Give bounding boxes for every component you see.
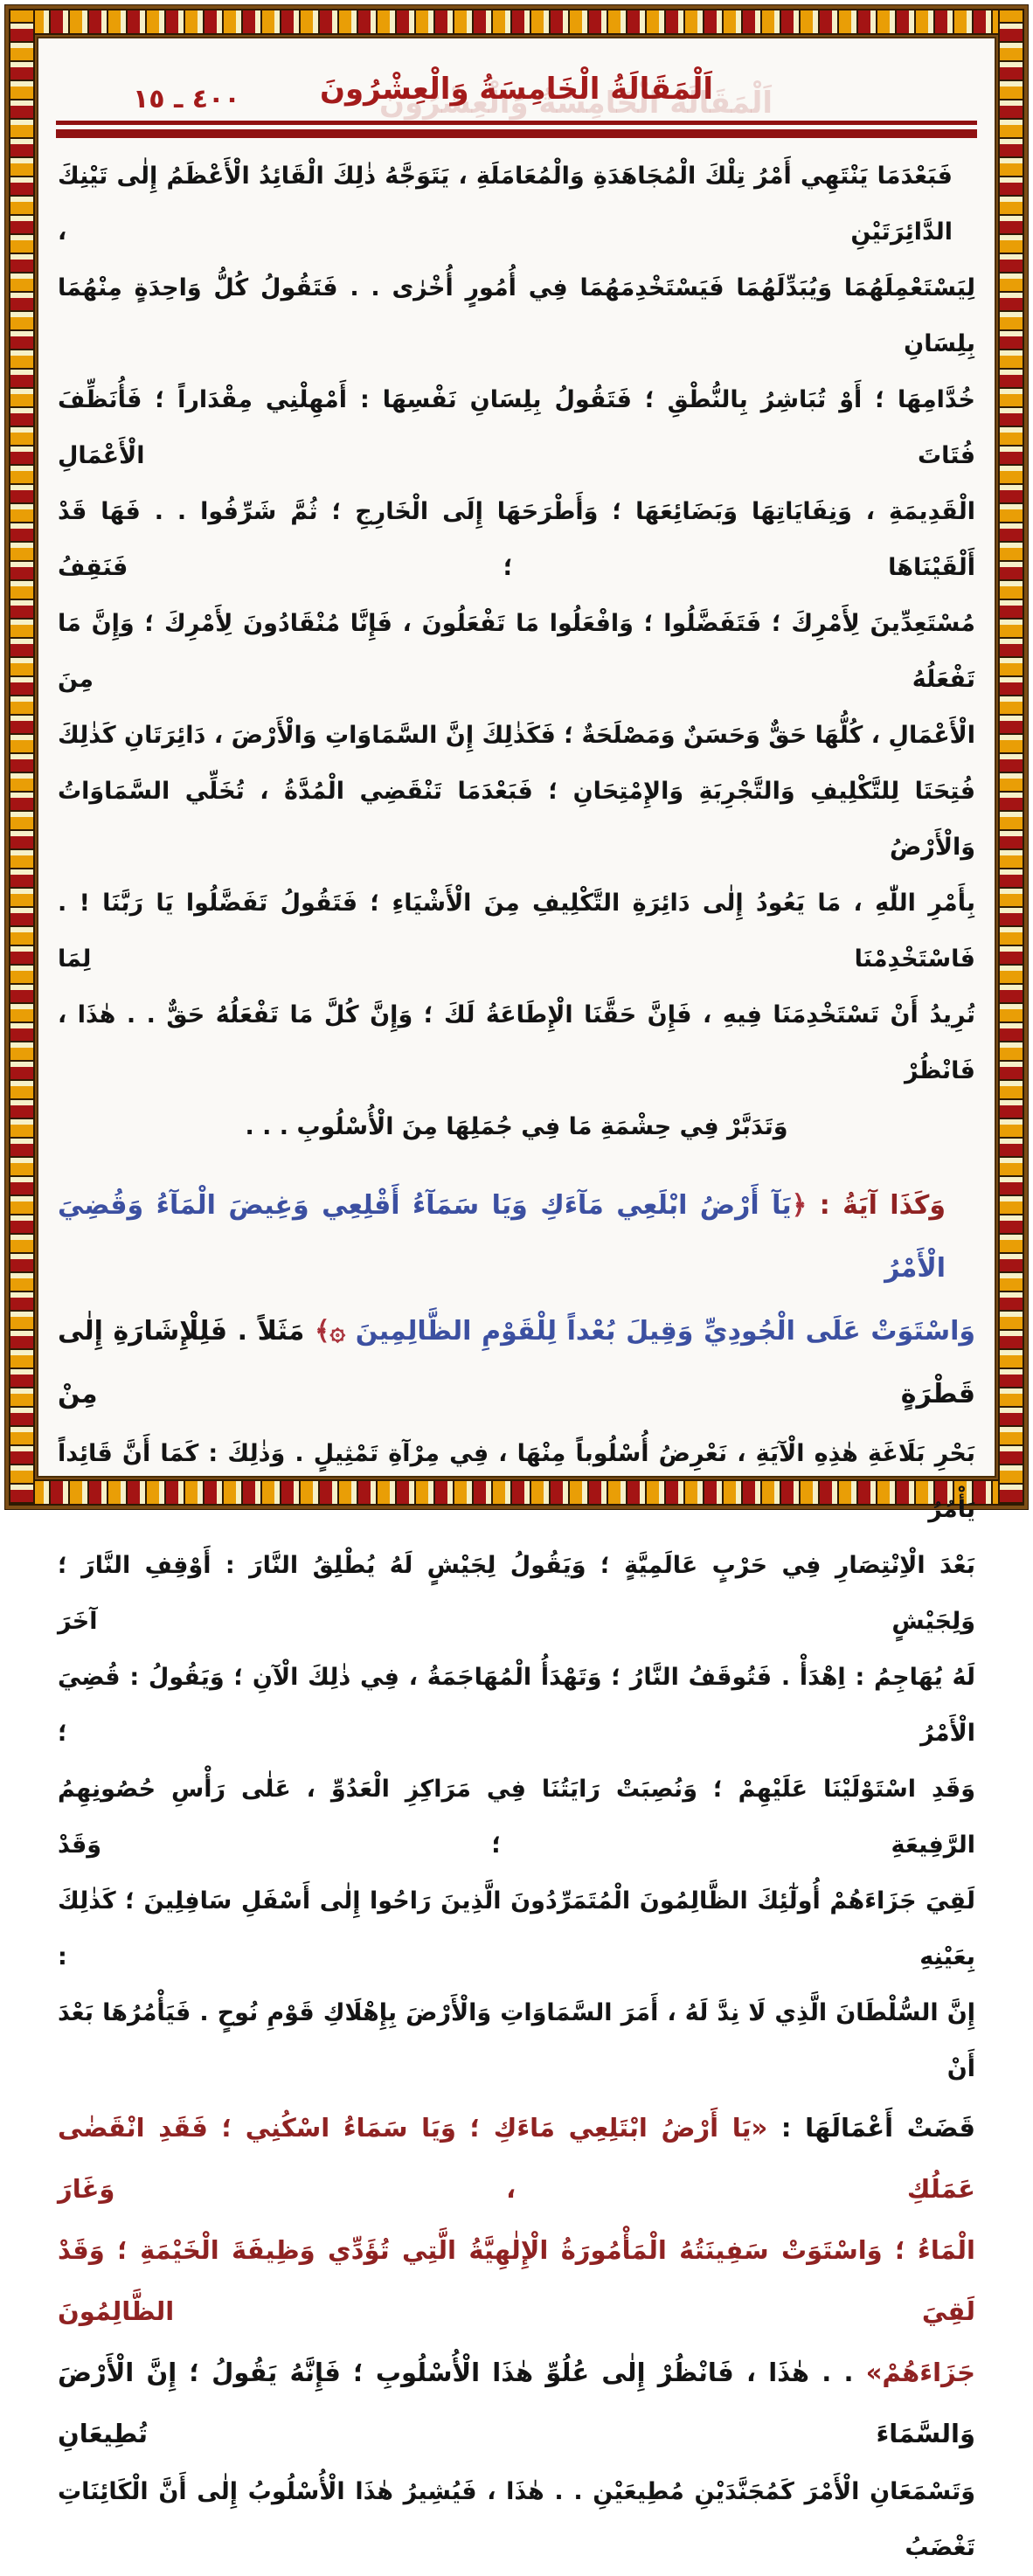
body-text-segment: الْأَعْمَالِ ، كُلُّهَا حَقٌّ وَحَسَنٌ وَمَصْلَحَةٌ ؛ فَكَذٰلِكَ إِنَّ السَّمَاوَاتِ وَالْأَرْضَ ، دَائِرَتَانِ كَذٰلِكَ <box>58 722 975 749</box>
quran-verse-text: يَآ أَرْضُ ابْلَعِي مَآءَكِ وَيَا سَمَآءُ أَقْلِعِي وَغِيضَ الْمَآءُ وَقُضِيَ الْأَمْرُ <box>58 1190 946 1284</box>
border-chain-left <box>9 9 35 1506</box>
body-text-segment: لَهُ يُهَاجِمُ : اِهْدَأْ . فَتُوقَفُ النَّارُ ؛ وَتَهْدَأُ الْمُهَاجَمَةُ ، فِي ذٰلِكَ الْآنِ ؛ وَيَقُولُ : قُضِيَ الْأَمْرُ ؛ <box>58 1664 975 1747</box>
body-text-segment: فُتِحَتَا لِلتَّكْلِيفِ وَالتَّجْرِبَةِ وَالإِمْتِحَانِ ؛ فَبَعْدَمَا تَنْقَضِي الْمُدَّةُ ، تُخَلِّي السَّمَاوَاتُ وَالْأَرْضُ <box>58 778 975 861</box>
body-text-segment: فَبَعْدَمَا يَنْتَهِي أَمْرُ تِلْكَ الْمُجَاهَدَةِ وَالْمُعَامَلَةِ ، يَتَوَجَّهُ ذٰلِكَ الْقَائِدُ الْأَعْظَمُ إِلٰى تَيْنِكَ الدَّائِرَتَيْنِ ، <box>58 163 953 246</box>
body-text-segment: مَثَلاً . فَلِلْإِشَارَةِ إِلٰى قَطْرَةٍ مِنْ <box>58 1316 975 1409</box>
title-divider <box>56 121 977 138</box>
quran-verse-text: وَاسْتَوَتْ عَلَى الْجُودِيِّ وَقِيلَ بُعْداً لِلْقَوْمِ الظَّالِمِينَ <box>355 1316 975 1347</box>
text-line <box>58 764 975 876</box>
text-line <box>58 2464 975 2576</box>
body-text-segment: . . هٰذَا ، فَانْظُرْ إِلٰى عُلُوِّ هٰذَا الْأُسْلُوبِ ؛ فَإِنَّهُ يَقُولُ ؛ إِنَّ الْأَرْضَ وَالسَّمَاءَ تُطِيعَانِ <box>58 2358 975 2448</box>
body-text-segment: قَضَتْ أَعْمَالَهَا : <box>767 2113 975 2143</box>
divider-thin-rule <box>56 121 977 125</box>
body-text-segment: مُسْتَعِدِّينَ لِأَمْرِكَ ؛ فَتَفَضَّلُوا ؛ وَافْعَلُوا مَا تَفْعَلُونَ ، فَإِنَّا مُنْقَادُونَ لِأَمْرِكَ ؛ وَإِنَّ مَا تَفْعَلُهُ مِنَ <box>58 610 975 693</box>
page-area <box>37 37 996 2561</box>
body-text-segment: وَقَدِ اسْتَوْلَيْنَا عَلَيْهِمْ ؛ وَنُصِبَتْ رَايَتُنَا فِي مَرَاكِزِ الْعَدُوِّ ، عَلٰى رَأْسِ حُصُونِهِمُ الرَّفِيعَةِ ؛ وَقَدْ <box>58 1776 975 1859</box>
text-line <box>58 2342 975 2464</box>
text-line <box>58 1099 975 1155</box>
border-chain-top <box>9 9 1024 35</box>
text-line <box>58 1174 975 1300</box>
text-line <box>58 2219 975 2342</box>
text-line <box>58 149 975 260</box>
body-text-segment: بَعْدَ الْاِنْتِصَارِ فِي حَرْبٍ عَالَمِيَّةٍ ؛ وَيَقُولُ لِجَيْشٍ لَهُ يُطْلِقُ النَّارَ : أَوْقِفِ النَّارَ ؛ وَلِجَيْشٍ آخَرَ <box>58 1552 975 1635</box>
body-text-segment: إِنَّ السُّلْطَانَ الَّذِي لَا نِدَّ لَهُ ، أَمَرَ السَّمَاوَاتِ وَالْأَرْضَ بِإِهْلَاكِ قَوْمِ نُوحٍ . فَيَأْمُرُهَا بَعْدَ أَنْ <box>58 1999 975 2082</box>
page-header <box>56 38 977 138</box>
body-text-segment: تُرِيدُ أَنْ تَسْتَخْدِمَنَا فِيهِ ، فَإِنَّ حَقَّنَا الْإِطَاعَةُ لَكَ ؛ وَإِنَّ كُلَّ مَا تَفْعَلُهُ حَقٌّ . . هٰذَا ، فَانْظُرْ <box>58 1001 975 1084</box>
quoted-red-text: جَزَاءَهُمْ» <box>865 2358 975 2387</box>
body-text-segment: لِيَسْتَعْمِلَهُمَا وَيُبَدِّلَهُمَا فَيَسْتَخْدِمَهُمَا فِي أُمُورٍ أُخْرٰى . . فَتَقُولُ كُلُّ وَاحِدَةٍ مِنْهُمَا بِلِسَانِ <box>58 274 975 357</box>
border-chain-right <box>998 9 1024 1506</box>
text-line <box>58 1426 975 1538</box>
text-line <box>58 987 975 1099</box>
verse-ornament: ۞﴾ <box>304 1316 356 1347</box>
text-line <box>58 1300 975 1426</box>
text-line <box>58 1985 975 2097</box>
quoted-red-text: وَكَذَا آيَةُ : <box>807 1190 946 1221</box>
text-line <box>58 1650 975 1762</box>
body-text-segment: الْقَدِيمَةِ ، وَنِفَايَاتِهَا وَبَضَائِعَهَا ؛ وَأَطْرَحَهَا إِلَى الْخَارِجِ ؛ ثُمَّ شَرِّفُوا . . فَهَا قَدْ أَلْقَيْنَاهَا ؛ فَنَقِفُ <box>58 498 975 581</box>
ornamental-border-frame <box>4 4 1029 2561</box>
quoted-red-text: الْمَاءُ ؛ وَاسْتَوَتْ سَفِينَتُهُ الْمَأْمُورَةُ الْإِلٰهِيَّةُ الَّتِي تُؤَدِّي وَظِيفَةَ الْخَيْمَةِ ؛ وَقَدْ لَقِيَ الظَّالِمُونَ <box>58 2235 975 2326</box>
text-line <box>58 596 975 708</box>
page-title: اَلْمَقَالَةُ الْخَامِسَةُ وَالْعِشْرُونَ <box>319 72 714 107</box>
verse-ornament: ﴿ <box>791 1190 808 1221</box>
page-number-label: ٤٠٠ ـ ١٥ <box>133 84 240 114</box>
body-text-segment: خُدَّامِهَا ؛ أَوْ تُبَاشِرُ بِالنُّطْقِ ؛ فَتَقُولُ بِلِسَانِ نَفْسِهَا : أَمْهِلْنِي مِقْدَاراً ؛ فَأُنَظِّفَ فُتَاتَ الْأَعْمَالِ <box>58 386 975 469</box>
text-line <box>58 1762 975 1873</box>
text-line <box>58 1538 975 1650</box>
body-text-segment: بِأَمْرِ اللّٰهِ ، مَا يَعُودُ إِلٰى دَائِرَةِ التَّكْلِيفِ مِنَ الْأَشْيَاءِ ؛ فَتَقُولُ تَفَضَّلُوا يَا رَبَّنَا ! . فَاسْتَخْدِمْنَا لِمَا <box>58 890 975 973</box>
text-line <box>58 372 975 484</box>
divider-thick-rule <box>56 129 977 138</box>
text-line <box>58 484 975 596</box>
text-line <box>58 708 975 764</box>
body-text-segment: لَقِيَ جَزَاءَهُمْ أُولٰٓئِكَ الظَّالِمُونَ الْمُتَمَرِّدُونَ الَّذِينَ رَاحُوا إِلٰى أَسْفَلِ سَافِلِينَ ؛ كَذٰلِكَ بِعَيْنِهِ : <box>58 1887 975 1970</box>
text-line <box>58 1873 975 1985</box>
body-text <box>56 138 977 2576</box>
quoted-red-text: «يَا أَرْضُ ابْتَلِعِي مَاءَكِ ؛ وَيَا سَمَاءُ اسْكُنِي ؛ فَقَدِ انْقَضٰى عَمَلُكِ ، وَغَارَ <box>58 2113 975 2204</box>
body-text-segment: وَتَسْمَعَانِ الْأَمْرَ كَمُجَنَّدَيْنِ مُطِيعَيْنِ . . هٰذَا ، فَيُشِيرُ هٰذَا الْأُسْلُوبُ إِلٰى أَنَّ الْكَائِنَاتِ تَغْضَبُ <box>58 2478 975 2561</box>
body-text-segment: بَحْرِ بَلَاغَةِ هٰذِهِ الْآيَةِ ، نَعْرِضُ أُسْلُوباً مِنْهَا ، فِي مِرْآةِ تَمْثِيلٍ . وَذٰلِكَ : كَمَا أَنَّ قَائِداً يَأْمُرُ <box>58 1440 975 1523</box>
text-line <box>58 260 975 372</box>
text-line <box>58 876 975 987</box>
body-text-segment: وَتَدَبَّرْ فِي حِشْمَةِ مَا فِي جُمَلِهَا مِنَ الْأُسْلُوبِ . . . <box>245 1113 788 1140</box>
text-line <box>58 2097 975 2219</box>
